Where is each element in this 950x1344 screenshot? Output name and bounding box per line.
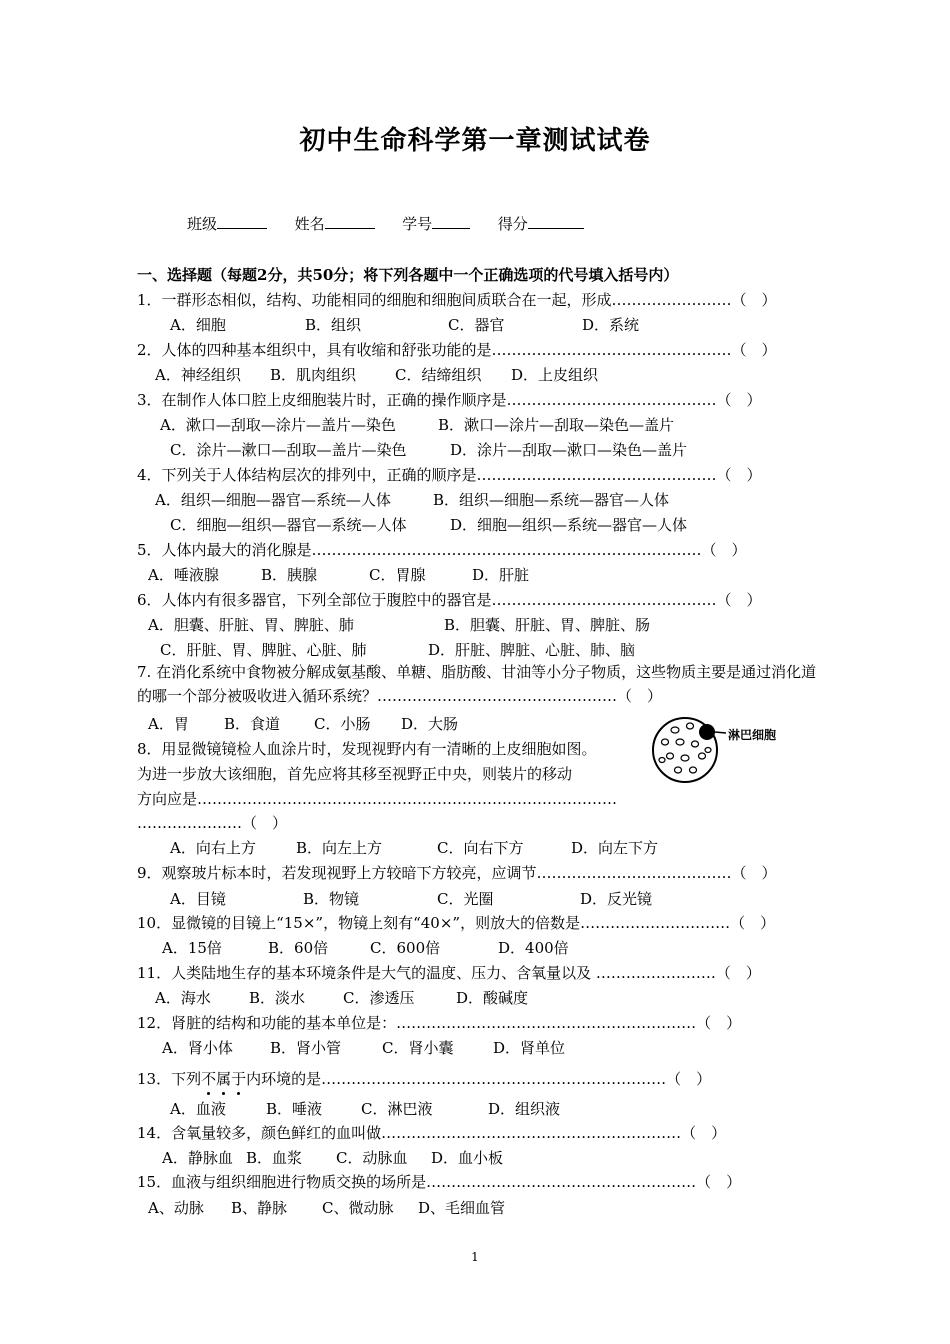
q12-option-d: D．肾单位 — [493, 1039, 566, 1057]
q6-option-a: A．胆囊、肝脏、胃、脾脏、肺 — [148, 616, 354, 634]
q13-emphasis-text: 不属于 — [201, 1070, 247, 1088]
q4-option-c: C．细胞—组织—器官—系统—人体 — [170, 516, 407, 534]
q1-option-a: A．细胞 — [170, 316, 226, 334]
q11-option-c: C．渗透压 — [343, 989, 415, 1007]
q13-option-a: A．血液 — [170, 1100, 226, 1118]
page-title: 初中生命科学第一章测试试卷 — [299, 126, 651, 156]
q1-option-d: D．系统 — [582, 316, 640, 334]
class-label: 班级 — [187, 215, 218, 233]
microscope-field-figure — [650, 712, 800, 792]
q13-option-c: C．淋巴液 — [361, 1100, 433, 1118]
q14-option-d: D．血小板 — [431, 1149, 504, 1167]
q13-emphasis — [201, 1070, 246, 1088]
name-label: 姓名 — [294, 215, 325, 233]
id-label: 学号 — [402, 215, 433, 233]
q5-option-d: D．肝脏 — [472, 566, 530, 584]
q4-option-b: B．组织—细胞—系统—器官—人体 — [433, 491, 670, 509]
question-8-line-4: …………………（ ） — [137, 814, 288, 832]
q3-option-c: C．涂片—漱口—刮取—盖片—染色 — [170, 441, 407, 459]
score-label: 得分 — [497, 215, 528, 233]
q11-option-b: B．淡水 — [249, 989, 306, 1007]
q12-option-b: B．肾小管 — [270, 1039, 342, 1057]
page-number: 1 — [471, 1250, 479, 1264]
q8-option-d: D．向左下方 — [571, 839, 659, 857]
q10-option-b: B．60倍 — [268, 939, 329, 957]
q14-option-c: C．动脉血 — [336, 1149, 408, 1167]
name-blank — [325, 214, 375, 229]
q14-option-a: A．静脉血 — [162, 1149, 233, 1167]
student-info-line — [187, 213, 584, 234]
q1-option-c: C．器官 — [448, 316, 505, 334]
question-15: 15．血液与组织细胞进行物质交换的场所是………………………………………………（ ） — [137, 1173, 742, 1191]
q2-option-b: B．肌肉组织 — [270, 366, 357, 384]
q10-option-a: A．15倍 — [162, 939, 222, 957]
q10-option-d: D．400倍 — [498, 939, 569, 957]
q7-option-c: C．小肠 — [314, 715, 371, 733]
question-6: 6．人体内有很多器官，下列全部位于腹腔中的器官是………………………………………（ ） — [137, 591, 762, 609]
q9-option-b: B．物镜 — [303, 890, 360, 908]
emphasis-dot — [222, 1092, 225, 1095]
q9-option-d: D．反光镜 — [580, 890, 653, 908]
question-1: 1．一群形态相似，结构、功能相同的细胞和细胞间质联合在一起，形成……………………（ ） — [137, 291, 777, 309]
q4-option-d: D．细胞—组织—系统—器官—人体 — [450, 516, 688, 534]
q8-option-a: A．向右上方 — [170, 839, 256, 857]
q6-option-c: C．肝脏、胃、脾脏、心脏、肺 — [160, 641, 367, 659]
question-8-line-2: 为进一步放大该细胞，首先应将其移至视野正中央，则装片的移动 — [137, 765, 573, 783]
q7-option-b: B．食道 — [224, 715, 281, 733]
q10-option-c: C．600倍 — [370, 939, 441, 957]
question-4: 4．下列关于人体结构层次的排列中，正确的顺序是…………………………………………（ ） — [137, 466, 762, 484]
question-11: 11．人类陆地生存的基本环境条件是大气的温度、压力、含氧量以及 ……………………（ ） — [137, 964, 761, 982]
emphasis-dot — [207, 1092, 210, 1095]
q5-option-c: C．胃腺 — [369, 566, 426, 584]
q2-option-d: D．上皮组织 — [511, 366, 599, 384]
q6-option-b: B．胆囊、肝脏、胃、脾脏、肠 — [444, 616, 651, 634]
q5-option-a: A．唾液腺 — [148, 566, 219, 584]
q8-option-c: C．向右下方 — [437, 839, 524, 857]
figure-label-lymphocyte: 淋巴细胞 — [728, 728, 777, 742]
question-2: 2．人体的四种基本组织中，具有收缩和舒张功能的是…………………………………………（ ） — [137, 341, 777, 359]
q15-option-b: B、静脉 — [231, 1199, 288, 1217]
q13-stem-pre: 13．下列 — [137, 1070, 202, 1088]
q11-option-d: D．酸碱度 — [456, 989, 529, 1007]
section-heading: 一、选择题（每题2分，共50分；将下列各题中一个正确选项的代号填入括号内） — [137, 266, 679, 284]
q9-option-a: A．目镜 — [170, 890, 226, 908]
q15-option-c: C、微动脉 — [322, 1199, 394, 1217]
question-8-line-3: 方向应是………………………………………………………………………… — [137, 790, 618, 808]
question-7: 7. 在消化系统中食物被分解成氨基酸、单糖、脂肪酸、甘油等小分子物质，这些物质主要是通过消化道的哪一个部分被吸收进入循环系统？…………………………………………（ ） — [137, 663, 817, 705]
q13-stem-post: 内环境的是……………………………………………………………（ ） — [246, 1070, 712, 1088]
q12-option-c: C．肾小囊 — [382, 1039, 454, 1057]
q13-option-b: B．唾液 — [266, 1100, 323, 1118]
q9-option-c: C．光圈 — [437, 890, 494, 908]
question-5: 5．人体内最大的消化腺是……………………………………………………………………（ ） — [137, 541, 747, 559]
q2-option-a: A．神经组织 — [155, 366, 241, 384]
q15-option-a: A、动脉 — [148, 1199, 204, 1217]
question-10: 10．显微镜的目镜上“15×”，物镜上刻有“40×”，则放大的倍数是…………………………（ ） — [137, 914, 776, 932]
question-12: 12．肾脏的结构和功能的基本单位是：……………………………………………………（ ） — [137, 1014, 742, 1032]
emphasis-dot — [237, 1092, 240, 1095]
question-13 — [137, 1068, 711, 1089]
q3-option-a: A．漱口—刮取—涂片—盖片—染色 — [160, 416, 396, 434]
q3-option-b: B．漱口—涂片—刮取—染色—盖片 — [438, 416, 675, 434]
question-14: 14．含氧量较多，颜色鲜红的血叫做……………………………………………………（ ） — [137, 1124, 727, 1142]
q6-option-d: D．肝脏、脾脏、心脏、肺、脑 — [428, 641, 636, 659]
q2-option-c: C．结缔组织 — [395, 366, 482, 384]
q11-option-a: A．海水 — [155, 989, 211, 1007]
q4-option-a: A．组织—细胞—器官—系统—人体 — [155, 491, 391, 509]
class-blank — [217, 214, 267, 229]
q5-option-b: B．胰腺 — [261, 566, 318, 584]
q8-option-b: B．向左上方 — [296, 839, 383, 857]
id-blank — [432, 214, 470, 229]
question-9: 9．观察玻片标本时，若发现视野上方较暗下方较亮，应调节…………………………………（ ） — [137, 864, 777, 882]
q15-option-d: D、毛细血管 — [418, 1199, 506, 1217]
q12-option-a: A．肾小体 — [162, 1039, 233, 1057]
question-8-line-1: 8．用显微镜镜检人血涂片时，发现视野内有一清晰的上皮细胞如图。 — [137, 740, 597, 758]
score-blank — [528, 214, 584, 229]
q7-option-d: D．大肠 — [401, 715, 459, 733]
q7-option-a: A．胃 — [148, 715, 189, 733]
q3-option-d: D．涂片—刮取—漱口—染色—盖片 — [450, 441, 688, 459]
question-3: 3．在制作人体口腔上皮细胞装片时，正确的操作顺序是……………………………………（ ） — [137, 391, 762, 409]
q13-option-d: D．组织液 — [488, 1100, 561, 1118]
q1-option-b: B．组织 — [305, 316, 362, 334]
q14-option-b: B．血浆 — [246, 1149, 303, 1167]
